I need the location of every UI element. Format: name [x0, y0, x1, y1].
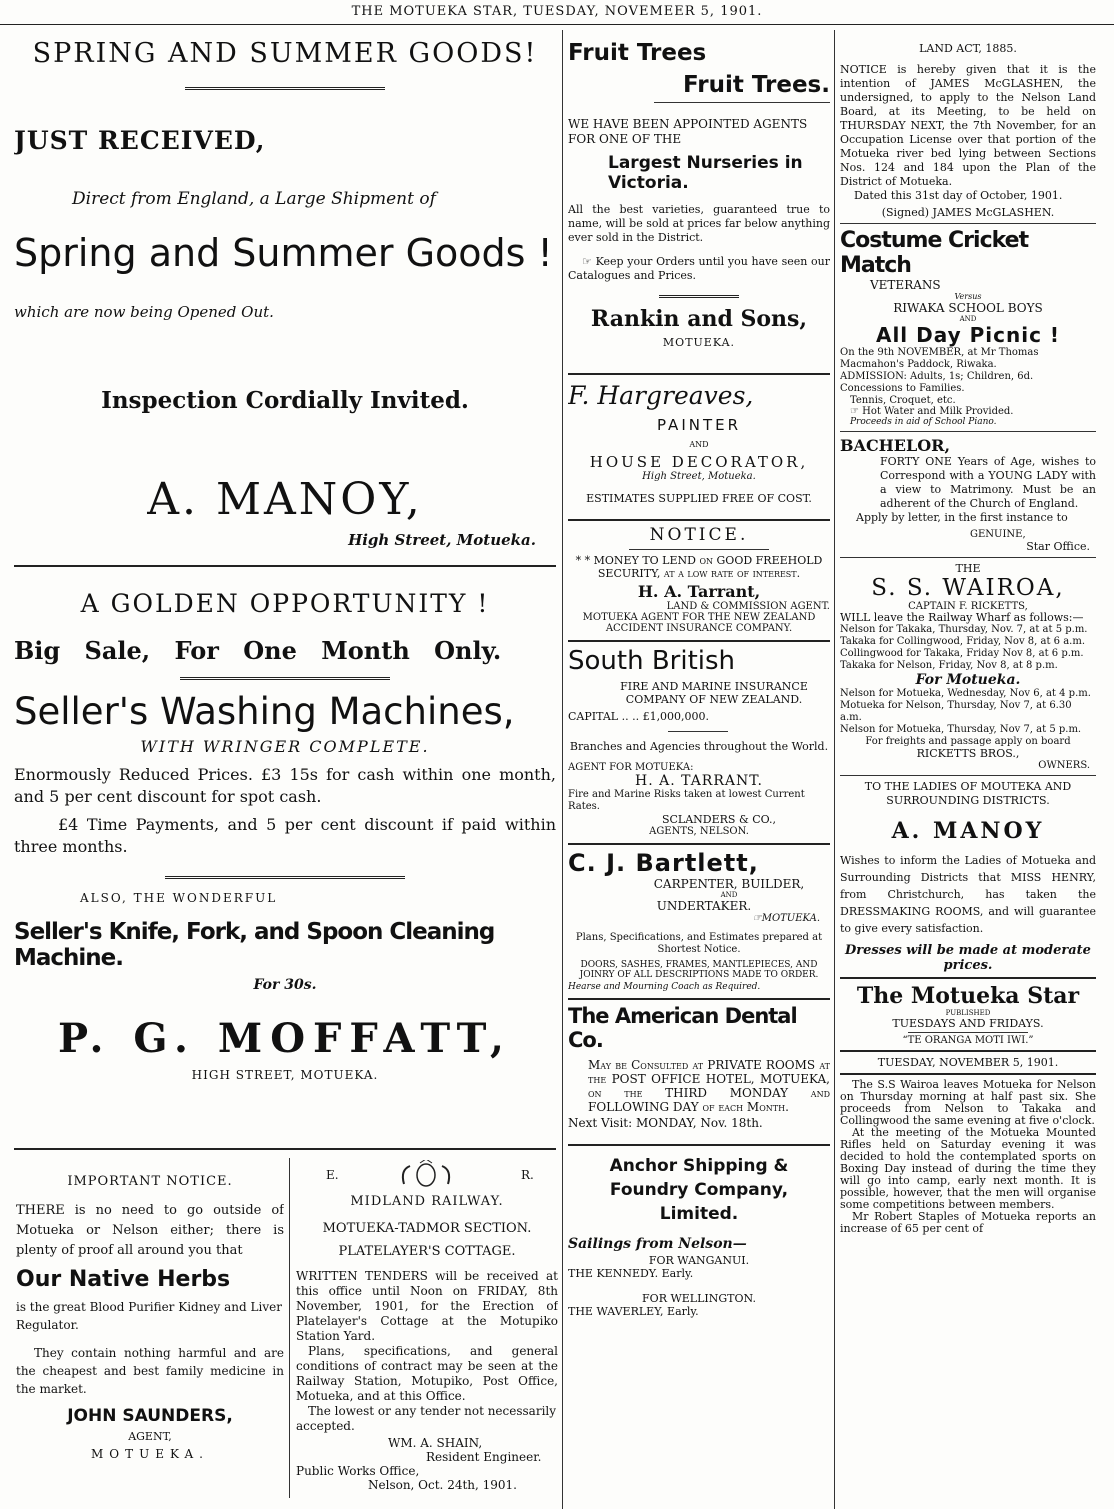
ricketts-bros: RICKETTS BROS.,: [916, 747, 1020, 760]
railway-notice: [296, 1160, 558, 1504]
tarrant-name: H. A. Tarrant,: [637, 582, 761, 601]
bartlett-place: ☞MOTUEKA.: [752, 913, 820, 924]
header-rule: [0, 24, 1114, 25]
railway-date: Nelson, Oct. 24th, 1901.: [368, 1478, 517, 1492]
veterans: VETERANS: [870, 278, 941, 292]
crest-row: [296, 1160, 558, 1190]
divider: [668, 731, 728, 732]
bartlett-name: C. J. Bartlett,: [568, 849, 759, 877]
largest-nurseries: Largest Nurseries in Victoria.: [608, 153, 803, 193]
tadmor-section: MOTUEKA-TADMOR SECTION.: [322, 1221, 532, 1236]
news-rifles: At the meeting of the Motueka Mounted Rifles held on Saturday evening it was decided to hold the contemplated sports on Boxing Day instead of during the time they will go into camp, early next month. It is possible, however, that the men will organise some competitions between members.: [840, 1126, 1096, 1211]
no-need-text: THERE is no need to go outside of Motueka or Nelson either; there is plenty of proof all around you that: [16, 1203, 284, 1258]
agent-for-motueka: AGENT FOR MOTUEKA:: [568, 762, 694, 773]
manoy-address: High Street, Motueka.: [348, 531, 536, 549]
shain-name: WM. A. SHAIN,: [388, 1436, 483, 1450]
kennedy: THE KENNEDY. Early.: [568, 1267, 694, 1280]
next-visit: Next Visit: MONDAY, Nov. 18th.: [568, 1116, 763, 1130]
accident-agent: MOTUEKA AGENT FOR THE NEW ZEALAND ACCIDENT INSURANCE COMPANY.: [582, 612, 816, 634]
captain: CAPTAIN F. RICKETTS,: [908, 601, 1028, 612]
house-decorator: HOUSE DECORATOR,: [589, 453, 809, 471]
reduced-prices: Enormously Reduced Prices. £3 15s for cash within one month, and 5 per cent discount for spot cash.: [14, 765, 556, 806]
admission: ADMISSION: Adults, 1s; Children, 6d. Concessions to Families.: [840, 371, 1034, 394]
hearse: Hearse and Mourning Coach as Required.: [568, 982, 761, 992]
painter: PAINTER: [656, 416, 742, 434]
branches: Branches and Agencies throughout the World.: [569, 740, 829, 753]
divider: [568, 843, 830, 845]
manoy-name: A. MANOY,: [147, 474, 423, 525]
moffatt-address: HIGH STREET, MOTUEKA.: [191, 1068, 379, 1082]
news-staples: Mr Robert Staples of Motueka reports an increase of 65 per cent of: [840, 1210, 1096, 1235]
tennis: Tennis, Croquet, etc.: [850, 395, 956, 406]
land-agent: LAND & COMMISSION AGENT.: [666, 601, 830, 612]
to-the-ladies: TO THE LADIES OF MOUTEKA AND SURROUNDING DISTRICTS.: [864, 780, 1072, 807]
undertaker: UNDERTAKER.: [656, 899, 752, 913]
tuesdays-fridays: TUESDAYS AND FRIDAYS.: [892, 1017, 1044, 1030]
divider: [908, 1032, 1028, 1033]
schedule-1: Nelson for Takaka, Thursday, Nov. 7, at at 5 p.m.: [840, 624, 1088, 635]
will-leave: WILL leave the Railway Wharf as follows:—: [840, 611, 1084, 624]
divider: [840, 557, 1096, 558]
just-received: JUST RECEIVED,: [14, 126, 266, 155]
tarrant-agent: H. A. TARRANT.: [635, 773, 763, 789]
plans-text: Plans, specifications, and general conditions of contract may be seen at the Railway Station, Motupiko, Post Office, Motueka, and at this Office.: [296, 1344, 558, 1403]
motto: “TE ORANGA MOTI IWI.”: [902, 1035, 1034, 1046]
schedule-3: Collingwood for Takaka, Friday Nov 8, at 6 p.m.: [840, 648, 1084, 659]
capital: CAPITAL .. .. £1,000,000.: [568, 710, 710, 723]
divider: [840, 1073, 1096, 1075]
lowest-tender: The lowest or any tender not necessarily accepted.: [296, 1404, 557, 1433]
schedule-7: Nelson for Motueka, Thursday, Nov 7, at 5 p.m.: [840, 724, 1082, 735]
news-wairoa: The S.S Wairoa leaves Motueka for Nelson on Thursday morning at half past six. She proceeds from Nelson to Takaka and Collingwood the same evening at five o'clock.: [840, 1078, 1096, 1127]
column-2: [568, 30, 830, 1504]
appointed-agents: WE HAVE BEEN APPOINTED AGENTS FOR ONE OF THE: [568, 117, 808, 146]
saunders-name: JOHN SAUNDERS,: [67, 1406, 233, 1426]
time-payments: £4 Time Payments, and 5 per cent discount if paid within three months.: [14, 815, 556, 856]
south-british: South British: [568, 646, 736, 676]
column-1: [14, 30, 556, 1150]
big-sale: Big Sale, For One Month Only.: [14, 636, 502, 665]
divider: [840, 1050, 1096, 1052]
ss-wairoa: S. S. WAIROA,: [871, 575, 1065, 601]
published: PUBLISHED: [945, 1009, 991, 1017]
inspection-invited: Inspection Cordially Invited.: [101, 387, 469, 414]
divider: [568, 519, 830, 521]
knife-machine: Seller's Knife, Fork, and Spoon Cleaning Machine.: [14, 919, 495, 971]
divider: [165, 876, 405, 879]
resident-engineer: Resident Engineer.: [426, 1450, 542, 1464]
fire-risks: Fire and Marine Risks taken at lowest Current Rates.: [568, 789, 805, 812]
land-signed: (Signed) JAMES McGLASHEN.: [881, 206, 1055, 219]
land-dated: Dated this 31st day of October, 1901.: [854, 189, 1063, 202]
hot-water: ☞ Hot Water and Milk Provided.: [850, 406, 1014, 417]
with-wringer: WITH WRINGER COMPLETE.: [140, 737, 430, 756]
notice-title: NOTICE.: [649, 525, 749, 545]
american-dental: The American Dental Co.: [568, 1004, 797, 1052]
bachelor: BACHELOR,: [840, 436, 951, 455]
proceeds: Proceeds in aid of School Piano.: [850, 417, 997, 427]
picnic-date: On the 9th NOVEMBER, at Mr Thomas Macmahon's Paddock, Riwaka.: [840, 347, 1039, 370]
being-opened: which are now being Opened Out.: [14, 303, 274, 321]
tenders-text: WRITTEN TENDERS will be received at this office until Noon on FRIDAY, 8th November, 1901, for the Erection of Platelayer's Cottage at the Motupiko Station Yard.: [296, 1269, 558, 1343]
rankin-place: MOTUEKA.: [662, 336, 736, 349]
purifier-text: is the great Blood Purifier Kidney and Liver Regulator.: [16, 1300, 282, 1332]
issue-date: TUESDAY, NOVEMBER 5, 1901.: [877, 1056, 1059, 1069]
page-header: THE MOTUEKA STAR, TUESDAY, NOVEMEER 5, 1901.: [351, 4, 763, 19]
rankin-sons: Rankin and Sons,: [590, 306, 808, 332]
golden-opportunity: A GOLDEN OPPORTUNITY !: [80, 589, 490, 618]
for-wellington: FOR WELLINGTON.: [642, 1292, 756, 1305]
riwaka-boys: RIWAKA SCHOOL BOYS: [893, 301, 1043, 315]
saunders-agent: AGENT,: [128, 1430, 172, 1443]
divider: [568, 1144, 830, 1146]
divider: [180, 677, 390, 680]
divider: [654, 102, 830, 103]
important-notice: IMPORTANT NOTICE.: [67, 1174, 233, 1189]
schedule-6: Motueka for Nelson, Thursday, Nov 7, at 6.30 a.m.: [840, 700, 1072, 723]
fruit-trees-2: Fruit Trees.: [683, 72, 830, 98]
bottom-divider: [289, 1158, 290, 1498]
divider: [840, 775, 1096, 776]
for-motueka: For Motueka.: [915, 672, 1021, 688]
dressmaking-text: Wishes to inform the Ladies of Motueka and Surrounding Districts that MISS HENRY, from Christchurch, has taken the DRESSMAKING ROOMS, and will guarantee to give every satisfaction.: [840, 854, 1096, 935]
divider: [185, 87, 385, 90]
waverley: THE WAVERLEY, Early.: [568, 1305, 699, 1318]
doors-sashes: DOORS, SASHES, FRAMES, MANTLEPIECES, AND JOINRY OF ALL DESCRIPTIONS MADE TO ORDER.: [579, 960, 819, 980]
the-label: THE: [955, 562, 981, 575]
divider: [659, 295, 739, 298]
column-3: [840, 30, 1096, 1504]
manoy-dress: A. MANOY: [891, 818, 1045, 844]
schedule-5: Nelson for Motueka, Wednesday, Nov 6, at 4 p.m.: [840, 688, 1091, 699]
carpenter: CARPENTER, BUILDER,: [653, 877, 805, 891]
owners: OWNERS.: [1038, 760, 1090, 771]
hargreaves-name: F. Hargreaves,: [568, 381, 754, 410]
best-varieties: All the best varieties, guaranteed true to name, will be sold at prices far below anything ever sold in the District.: [568, 203, 830, 244]
versus: Versus: [954, 292, 982, 301]
agents-nelson: AGENTS, NELSON.: [649, 826, 749, 837]
dresses-made: Dresses will be made at moderate prices.: [845, 943, 1091, 973]
divider: [568, 373, 830, 375]
keep-orders: ☞ Keep your Orders until you have seen our Catalogues and Prices.: [568, 255, 830, 282]
saunders-place: MOTUEKA.: [91, 1447, 209, 1461]
schedule-2: Takaka for Collingwood, Friday, Nov 8, at 6 a.m.: [840, 636, 1086, 647]
plans-specs: Plans, Specifications, and Estimates prepared at Shortest Notice.: [575, 932, 823, 955]
works-office: Public Works Office,: [296, 1464, 420, 1478]
crest-e: E.: [326, 1168, 339, 1182]
cricket-match: Costume Cricket Match: [840, 228, 1029, 278]
spring-title: SPRING AND SUMMER GOODS!: [32, 38, 538, 69]
estimates-free: ESTIMATES SUPPLIED FREE OF COST.: [586, 492, 812, 505]
direct-from-england: Direct from England, a Large Shipment of: [72, 189, 436, 209]
and-label-2: AND: [720, 891, 738, 899]
divider: [629, 549, 769, 550]
moffatt-name: P. G. MOFFATT,: [58, 1015, 512, 1062]
column-divider-1: [562, 30, 563, 1509]
land-notice: NOTICE is hereby given that it is the intention of JAMES McGLASHEN, the undersigned, to apply to the Nelson Land Board, at its Meeting, to be held on THURSDAY NEXT, the 7th November, for an Occupation License over that portion of the Motueka river bed lying between Sections Nos. 124 and 184 upon the Plan of the District of Motueka.: [840, 63, 1096, 188]
divider: [568, 998, 830, 1000]
star-office: Star Office.: [1026, 540, 1090, 553]
fruit-trees-1: Fruit Trees: [568, 40, 707, 66]
crest-r: R.: [521, 1168, 534, 1182]
divider: [840, 223, 1096, 224]
native-herbs-title: Our Native Herbs: [16, 1267, 231, 1292]
section-rule: [14, 1148, 556, 1150]
schedule-4: Takaka for Nelson, Friday, Nov 8, at 8 p.m.: [840, 660, 1058, 671]
fire-marine-co: FIRE AND MARINE INSURANCE COMPANY OF NEW ZEALAND.: [620, 680, 808, 706]
and-label-3: AND: [959, 315, 977, 323]
for-wanganui: FOR WANGANUI.: [648, 1254, 750, 1267]
bachelor-text: FORTY ONE Years of Age, wishes to Correspond with a YOUNG LADY with a view to Matrimony. Must be an adherent of the Church of England.: [880, 455, 1096, 510]
apply-letter: Apply by letter, in the first instance to: [856, 511, 1068, 524]
sailings-nelson: Sailings from Nelson—: [568, 1236, 747, 1252]
motueka-star-title: The Motueka Star: [856, 983, 1080, 1009]
washing-machines: Seller's Washing Machines,: [14, 690, 515, 733]
spring-summer-goods: Spring and Summer Goods !: [14, 231, 553, 275]
native-herbs-ad: [16, 1174, 284, 1504]
anchor-shipping: Anchor Shipping & Foundry Company, Limited.: [609, 1156, 789, 1224]
dental-consulted: May be Consulted at PRIVATE ROOMS at the POST OFFICE HOTEL, MOTUEKA, on the THIRD MONDAY and FOLLOWING DAY of each Month.: [588, 1058, 830, 1114]
divider: [14, 565, 556, 567]
and-label: AND: [689, 440, 709, 449]
midland-railway: MIDLAND RAILWAY.: [350, 1194, 504, 1209]
genuine: GENUINE,: [970, 529, 1026, 540]
divider: [840, 977, 1096, 979]
for-30s: For 30s.: [253, 977, 317, 993]
royal-crest-icon: [396, 1160, 456, 1190]
hargreaves-street: High Street, Motueka.: [642, 471, 756, 482]
money-to-lend: * * MONEY TO LEND on GOOD FREEHOLD SECURITY, at a low rate of interest.: [575, 554, 823, 580]
column-divider-2: [834, 30, 835, 1509]
freights: For freights and passage apply on board: [865, 736, 1071, 747]
sclanders: SCLANDERS & CO.,: [661, 813, 777, 826]
divider: [840, 431, 1096, 432]
divider: [568, 640, 830, 642]
also-wonderful: ALSO, THE WONDERFUL: [80, 891, 278, 905]
all-day-picnic: All Day Picnic !: [875, 323, 1061, 347]
contain-text: They contain nothing harmful and are the cheapest and best family medicine in the market.: [16, 1346, 284, 1396]
platelayer-cottage: PLATELAYER'S COTTAGE.: [338, 1244, 516, 1259]
land-act: LAND ACT, 1885.: [919, 42, 1017, 55]
